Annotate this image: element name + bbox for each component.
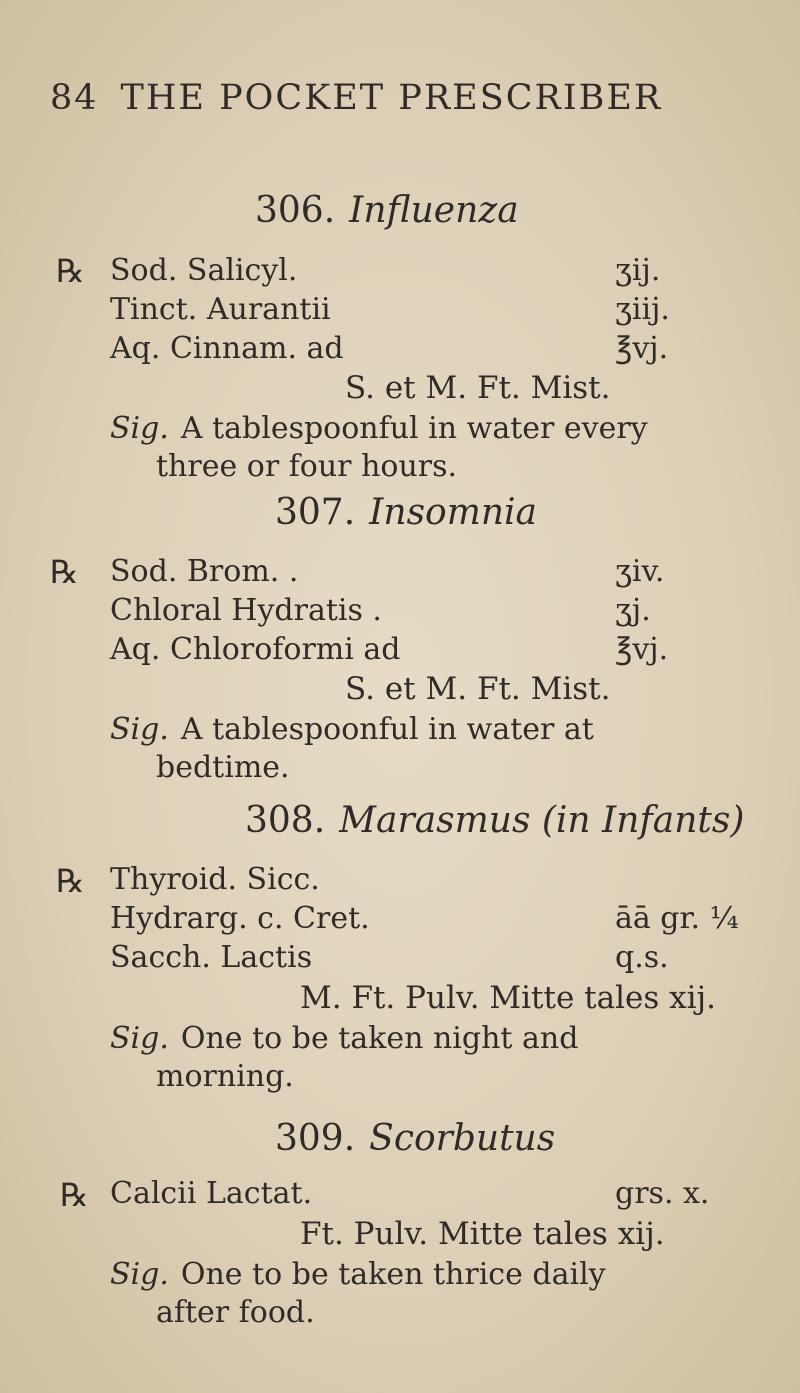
prescription-heading-308: 308. Marasmus (in Infants)	[245, 800, 745, 841]
signa-instructions: Sig. One to be taken night and morning.	[110, 1021, 579, 1094]
signa-instructions: Sig. A tablespoonful in water at bedtime.	[110, 712, 594, 785]
ingredient-name: Sacch. Lactis	[110, 940, 313, 975]
ingredient-name: Sod. Brom. .	[110, 554, 299, 589]
ingredient-qty: ʒiv.	[615, 554, 665, 589]
ingredient-name: Calcii Lactat.	[110, 1176, 313, 1211]
ingredient-name: Chloral Hydratis .	[110, 593, 382, 628]
rx-symbol: ℞	[60, 1176, 89, 1214]
formula-line: S. et M. Ft. Mist.	[345, 370, 611, 406]
page-number: 84	[50, 78, 99, 118]
rx-symbol: ℞	[50, 553, 79, 591]
ingredient-name: Aq. Chloroformi ad	[110, 632, 401, 667]
prescription-heading-307: 307. Insomnia	[275, 492, 538, 533]
ingredient-qty: ℥vj.	[615, 632, 669, 667]
formula-line: S. et M. Ft. Mist.	[345, 671, 611, 707]
ingredient-qty: ʒj.	[615, 593, 651, 628]
signa-instructions: Sig. One to be taken thrice daily after food.	[110, 1257, 606, 1330]
signa-instructions: Sig. A tablespoonful in water every three or four hours.	[110, 411, 648, 484]
running-head	[50, 78, 662, 118]
formula-line: Ft. Pulv. Mitte tales xij.	[300, 1216, 665, 1252]
ingredient-name: Sod. Salicyl.	[110, 253, 298, 288]
formula-line: M. Ft. Pulv. Mitte tales xij.	[300, 980, 717, 1016]
ingredient-qty: āā gr. ¼	[615, 901, 739, 936]
ingredient-name: Tinct. Aurantii	[110, 292, 331, 327]
ingredient-name: Thyroid. Sicc.	[110, 862, 320, 897]
ingredient-qty: q.s.	[615, 940, 669, 975]
ingredient-name: Aq. Cinnam. ad	[110, 331, 344, 366]
rx-symbol: ℞	[56, 862, 85, 900]
ingredient-name: Hydrarg. c. Cret.	[110, 901, 370, 936]
ingredient-qty: ʒij.	[615, 253, 661, 288]
book-title: THE POCKET PRESCRIBER	[120, 78, 663, 118]
rx-symbol: ℞	[56, 252, 85, 290]
ingredient-qty: ʒiij.	[615, 292, 670, 327]
ingredient-qty: grs. x.	[615, 1176, 710, 1211]
prescription-heading-309: 309. Scorbutus	[275, 1118, 556, 1159]
ingredient-qty: ℥vj.	[615, 331, 669, 366]
prescription-heading-306: 306. Influenza	[255, 190, 519, 231]
